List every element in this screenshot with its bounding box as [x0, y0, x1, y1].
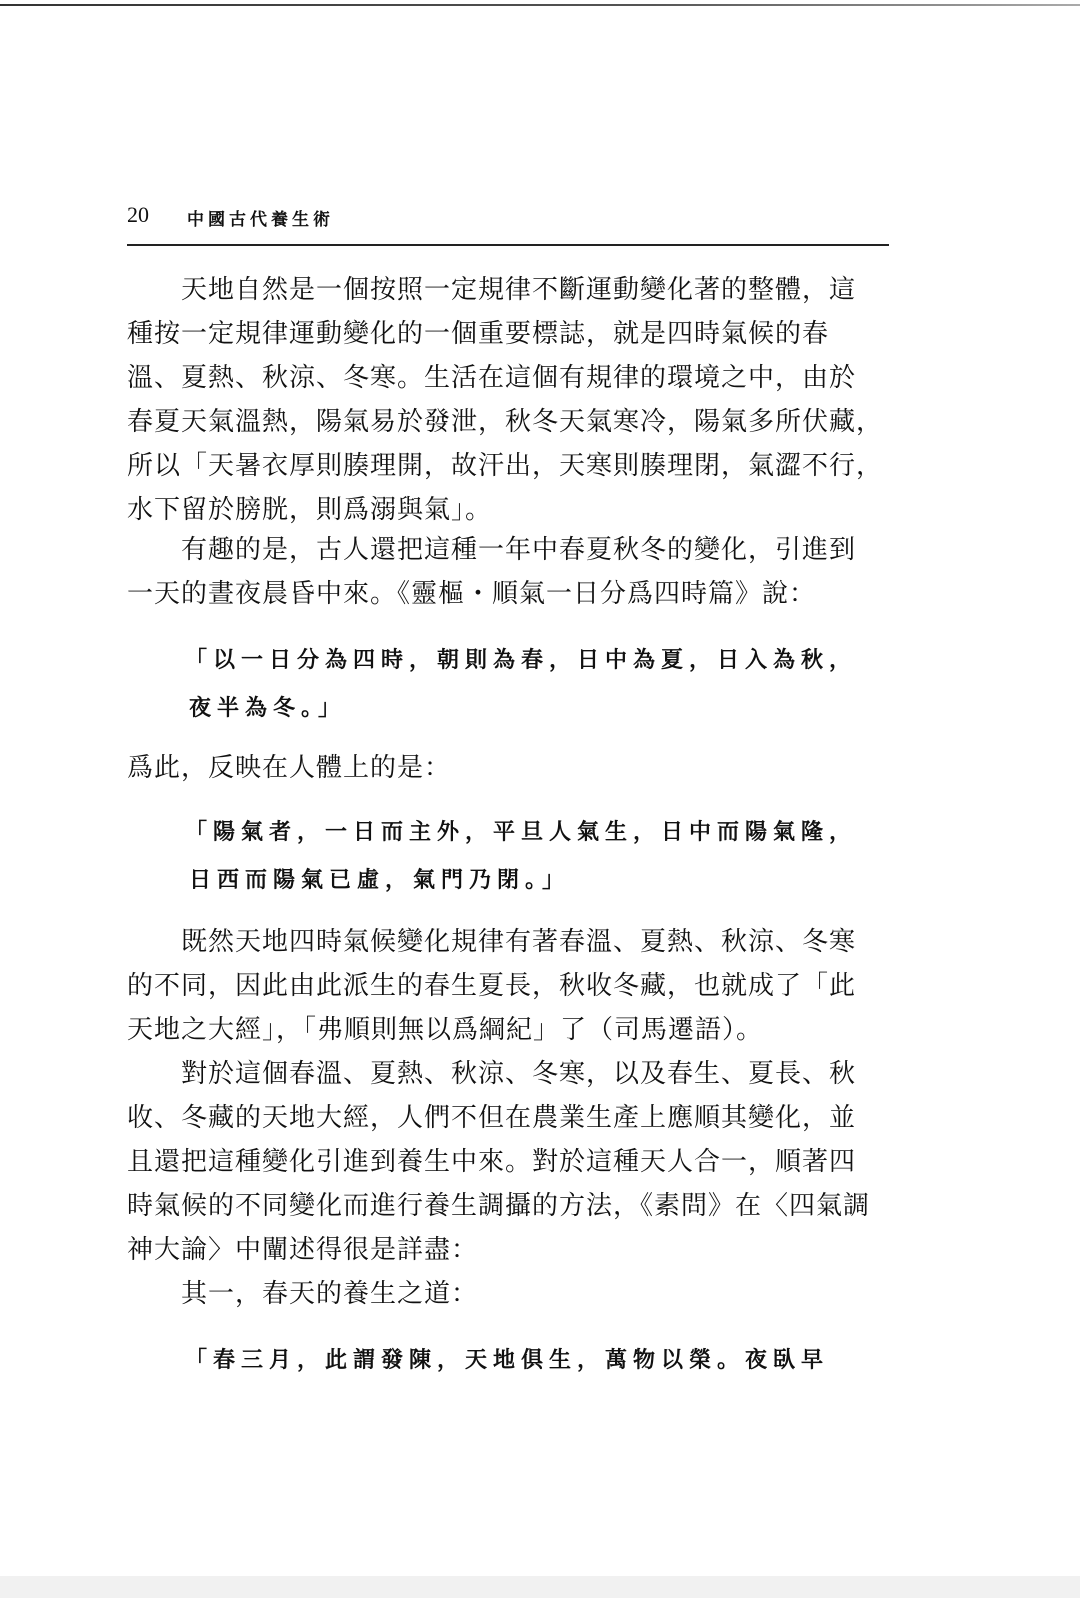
text-line: 有趣的是，古人還把這種一年中春夏秋冬的變化，引進到 [181, 535, 857, 565]
paragraph-6 [127, 1272, 889, 1316]
running-head [127, 202, 889, 238]
header-rule [127, 244, 889, 246]
paragraph-2 [127, 528, 889, 616]
page-number: 20 [127, 202, 149, 227]
quote-line: 日西而陽氣已虛，氣門乃閉。」 [189, 867, 571, 893]
paragraph-4 [127, 920, 889, 1052]
quotation-2 [185, 808, 865, 904]
quote-line: 「陽氣者，一日而主外，平旦人氣生，日中而陽氣隆， [185, 819, 858, 845]
text-line: 春夏天氣溫熱，陽氣易於發泄，秋冬天氣寒冷，陽氣多所伏藏， [127, 407, 884, 437]
scan-bottom-edge [0, 1576, 1080, 1598]
text-line: 收、冬藏的天地大經，人們不但在農業生產上應順其變化，並 [127, 1103, 857, 1133]
paragraph-5 [127, 1052, 889, 1272]
text-line: 天地自然是一個按照一定規律不斷運動變化著的整體，這 [181, 275, 857, 305]
text-line: 溫、夏熱、秋涼、冬寒。生活在這個有規律的環境之中，由於 [127, 363, 857, 393]
text-line: 天地之大經」，「弗順則無以爲綱紀」了（司馬遷語）。 [127, 1015, 764, 1045]
quote-line: 「以一日分為四時，朝則為春，日中為夏，日入為秋， [185, 647, 858, 673]
text-line: 一天的晝夜晨昏中來。《靈樞・順氣一日分爲四時篇》說： [127, 579, 817, 609]
text-line: 對於這個春溫、夏熱、秋涼、冬寒，以及春生、夏長、秋 [181, 1059, 857, 1089]
text-line: 水下留於膀胱，則爲溺與氣」。 [127, 495, 493, 525]
text-line: 其一，春天的養生之道： [181, 1279, 479, 1309]
text-line: 爲此，反映在人體上的是： [127, 753, 452, 783]
quotation-1 [185, 636, 865, 732]
text-line: 時氣候的不同變化而進行養生調攝的方法，《素問》在〈四氣調 [127, 1191, 871, 1221]
book-title: 中國古代養生術 [187, 210, 334, 230]
quote-line: 夜半為冬。」 [189, 695, 347, 721]
paragraph-1 [127, 268, 889, 532]
scan-top-edge [0, 4, 1080, 6]
text-line: 且還把這種變化引進到養生中來。對於這種天人合一，順著四 [127, 1147, 857, 1177]
text-line: 神大論〉中闡述得很是詳盡： [127, 1235, 479, 1265]
text-line: 種按一定規律運動變化的一個重要標誌，就是四時氣候的春 [127, 319, 830, 349]
text-line: 的不同，因此由此派生的春生夏長，秋收冬藏，也就成了「此 [127, 971, 857, 1001]
text-line: 既然天地四時氣候變化規律有著春溫、夏熱、秋涼、冬寒 [181, 927, 857, 957]
text-line: 所以「天暑衣厚則腠理開，故汗出，天寒則腠理閉，氣澀不行， [127, 451, 884, 481]
quote-line: 「春三月，此謂發陳，天地俱生，萬物以榮。夜臥早 [185, 1347, 830, 1373]
paragraph-3 [127, 746, 889, 790]
quotation-3 [185, 1336, 865, 1384]
